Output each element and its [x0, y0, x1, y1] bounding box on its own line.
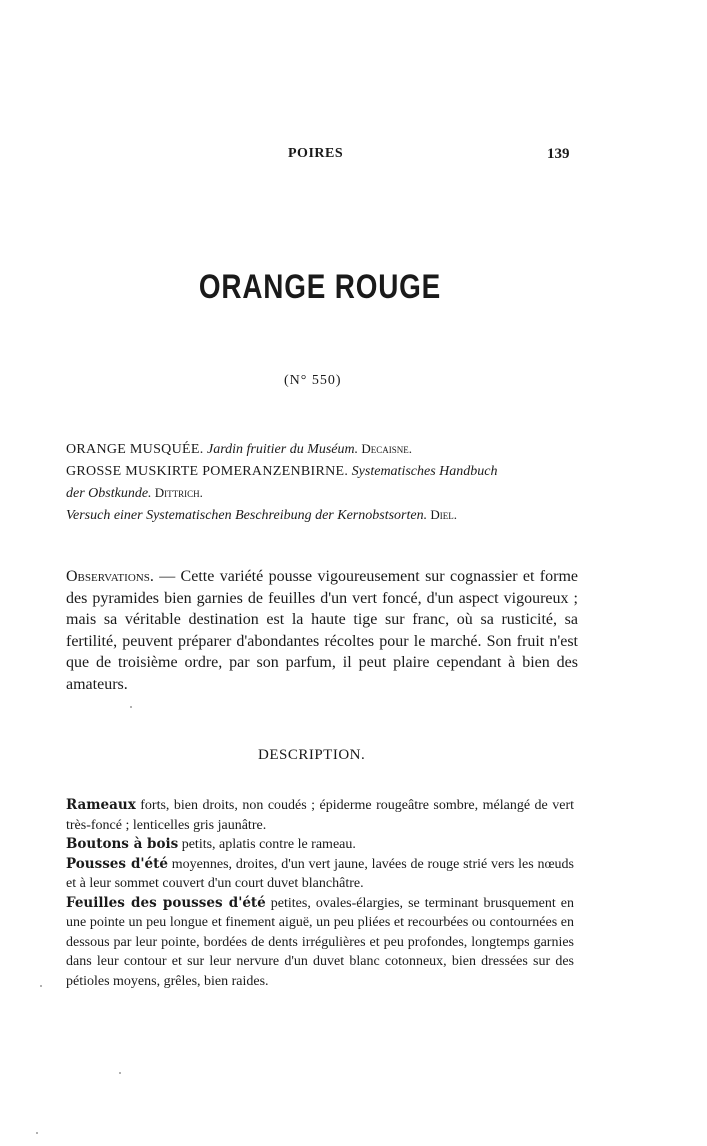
print-speck [40, 985, 42, 987]
description-section [66, 796, 574, 991]
synonym-name: GROSSE MUSKIRTE POMERANZENBIRNE. [66, 464, 349, 479]
synonym-author: Dittrich. [151, 485, 203, 500]
running-head: POIRES [288, 146, 344, 161]
synonym-line [66, 438, 586, 460]
print-speck [119, 1072, 121, 1074]
description-item [66, 796, 574, 835]
description-item [66, 894, 574, 992]
synonym-author: Decaisne. [358, 441, 413, 456]
synonym-line [66, 460, 586, 482]
print-speck [36, 1132, 38, 1134]
synonym-source: Jardin fruitier du Muséum. [203, 442, 359, 457]
observations-paragraph [66, 566, 578, 695]
print-speck [130, 706, 132, 708]
synonym-source: der Obstkunde. [66, 486, 152, 501]
synonym-source: Systematisches Handbuch [348, 464, 498, 479]
page-number: 139 [547, 146, 570, 162]
description-term: Boutons à bois [66, 836, 179, 852]
synonym-line [66, 504, 586, 526]
observations-lead: Observations. [66, 568, 154, 585]
synonym-author: Diel. [427, 507, 457, 522]
description-text: moyennes, droites, d'un vert jaune, lavées de rouge strié vers les nœuds et à leur sommet couvert d'un court duvet blanchâtre. [66, 856, 574, 891]
synonym-name: ORANGE MUSQUÉE. [66, 442, 204, 457]
description-text: forts, bien droits, non coudés ; épiderme rougeâtre sombre, mélangé de vert très-foncé ; lenticelles gris jaunâtre. [66, 798, 574, 833]
description-item [66, 835, 574, 855]
description-item [66, 855, 574, 894]
description-heading: DESCRIPTION. [258, 747, 366, 763]
description-text: petits, aplatis contre le rameau. [178, 837, 356, 852]
description-term: Rameaux [66, 797, 136, 813]
description-term: Feuilles des pousses d'été [66, 894, 266, 911]
synonym-source: Versuch einer Systematischen Beschreibung der Kernobstsorten. [66, 508, 428, 523]
variety-number: (N° 550) [284, 373, 342, 388]
page-title: ORANGE ROUGE [198, 268, 442, 306]
synonym-list [66, 438, 586, 526]
observations-text: — Cette variété pousse vigoureusement sur cognassier et forme des pyramides bien garnies de feuilles d'un vert foncé, d'un aspect vigoureux ; mais sa véritable destination est la haute tige sur franc, où sa rusticité, sa fertilité, peuvent préparer d'abondantes récoltes pour le marché. Son fruit n'est que de troisième ordre, par son parfum, il peut plaire cependant à bien des amateurs. [66, 568, 578, 693]
synonym-line [66, 482, 586, 504]
description-term: Pousses d'été [66, 855, 168, 872]
description-text: petites, ovales-élargies, se terminant brusquement en une pointe un peu longue et finement aiguë, un peu pliées et recourbées ou contournées en dessous par leur pointe, bordées de dents irrégulières et peu profondes, longtemps garnies dans leur contour et sur leur nervure d'un duvet blanc cotonneux, bien dressées sur des pétioles moyens, grêles, bien raides. [66, 895, 574, 989]
